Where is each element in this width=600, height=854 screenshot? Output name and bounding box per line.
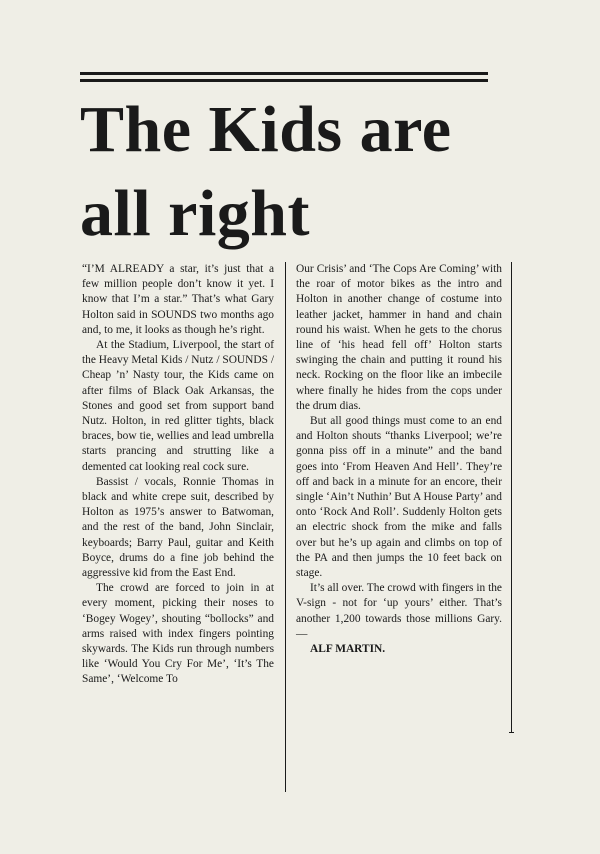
headline [80, 88, 500, 256]
paragraph: It’s all over. The crowd with fingers in the V-sign - not for ‘up yours’ either. That’s another 1,200 towards those millions Gary. — [296, 582, 502, 640]
headline-line-2: all right [80, 177, 310, 250]
paragraph: “I’M ALREADY a star, it’s just that a few million people don’t know it yet. I know that I’m a star.” That’s what Gary Holton said in SOUNDS two months ago and, to me, it looks as though he’s right. [82, 263, 274, 336]
byline: ALF MARTIN. [310, 643, 386, 656]
paragraph: The crowd are forced to join in at every moment, picking their noses to ‘Bogey Wogey’, shouting “bollocks” and arms raised with index fingers pointing skywards. The Kids run through numbers like ‘Would You Cry For Me’, ‘It’s The Same’, ‘Welcome To [82, 582, 274, 686]
paragraph: At the Stadium, Liverpool, the start of the Heavy Metal Kids / Nutz / SOUNDS / Cheap ’n’ Nasty tour, the Kids came on after films of Black Oak Arkansas, the Stones and good set from support band Nutz. Holton, in red glitter tights, black braces, bow tie, wellies and lead umbrella starts prancing and strutting like a demented cat looking real cock sure. [82, 339, 274, 473]
headline-rule [80, 72, 488, 82]
article-column-2 [296, 262, 502, 657]
column-divider [511, 262, 512, 732]
paragraph: Bassist / vocals, Ronnie Thomas in black and white crepe suit, described by Holton as 1975’s answer to Batwoman, and the rest of the band, John Sinclair, keyboards; Barry Paul, guitar and Keith Boyce, drums do a fine job behind the aggressive kid from the East End. [82, 475, 274, 580]
headline-line-1: The Kids are [80, 93, 452, 166]
column-end-mark [509, 724, 514, 733]
article-column-1 [82, 262, 274, 688]
column-divider [285, 262, 286, 792]
paragraph: But all good things must come to an end and Holton shouts “thanks Liverpool; we’re gonna piss off in a minute” and the band goes into ‘From Heaven And Hell’. They’re off and back in a minute for an encore, their single ‘Ain’t Nuthin’ But A House Party’ and onto ‘Rock And Roll’. Suddenly Holton gets an electric shock from the mike and falls over but he’s up again and climbs on top of the PA and then jumps the 10 feet back on stage. [296, 415, 502, 580]
paragraph: Our Crisis’ and ‘The Cops Are Coming’ with the roar of motor bikes as the intro and Holton in another change of costume into leather jacket, hammer in hand and chain round his waist. When he gets to the chorus line of ‘his head fell off’ Holton starts swinging the chain and putting it round his neck. Rocking on the floor like an imbecile where finally he hides from the cops under the drum dias. [296, 263, 502, 412]
